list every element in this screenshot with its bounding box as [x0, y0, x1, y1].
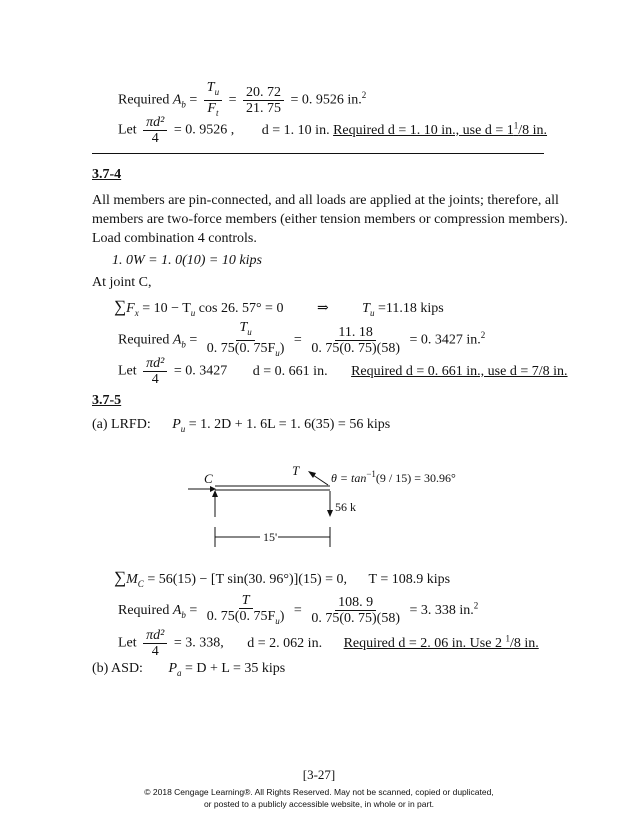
diameter: d = 2. 062 in. [247, 635, 323, 651]
label: Required [118, 332, 170, 348]
subscript: b [181, 339, 186, 350]
label: Let [118, 635, 137, 651]
diameter: d = 0. 661 in. [252, 363, 328, 379]
diagram-span-label: 15' [263, 530, 278, 544]
lrfd-line [92, 417, 390, 434]
load: P [172, 417, 181, 432]
denominator: 0. 75(0. 75F [206, 609, 276, 624]
conclusion-text: Required d = 1. 10 in., use d = 1 [333, 122, 514, 138]
conclusion [333, 120, 548, 138]
equals: = [189, 332, 198, 348]
numerator: T [239, 320, 248, 335]
result: = 0. 3427 in. [409, 332, 481, 348]
diagram-label-t: T [292, 463, 300, 478]
paragraph-line: members are two-force members (either tension members or compression members). [92, 212, 568, 227]
part-label: (a) LRFD: [92, 417, 151, 432]
result-sup: 2 [480, 329, 486, 340]
theta-tail: (9 / 15) = 30.96° [375, 471, 456, 485]
conclusion-tail: /8 in. [509, 635, 539, 651]
equation: = 10 − T [142, 301, 191, 316]
label: Required [118, 92, 170, 108]
value: = 0. 9526 , [173, 122, 235, 138]
tension-arrow-line [313, 475, 328, 485]
value: = 3. 338, [173, 635, 224, 651]
numerator: πd² [143, 356, 167, 372]
denominator-tail: ) [279, 340, 285, 356]
numerator-sub: u [214, 86, 220, 97]
label: Let [118, 122, 137, 138]
denominator-sub: u [275, 615, 280, 626]
paragraph-line: Load combination 4 controls. [92, 231, 257, 246]
numerator: 108. 9 [335, 595, 376, 611]
tension-result: T = 108.9 kips [368, 572, 451, 587]
denominator-sub: u [275, 347, 280, 358]
diameter: d = 1. 10 in. [261, 122, 330, 138]
section-divider [92, 153, 544, 154]
numerator: T [206, 80, 215, 95]
let-line-3 [118, 628, 539, 659]
subscript: b [181, 609, 186, 620]
equation-sub: u [190, 307, 196, 318]
denominator: 0. 75(0. 75F [206, 340, 276, 356]
equals: = [189, 603, 198, 619]
diagram-label-c: C [204, 471, 213, 486]
sum-symbol: ∑ [114, 297, 127, 316]
moment-line [114, 568, 450, 589]
numerator-sub: u [247, 326, 252, 337]
load-sub: a [177, 667, 182, 678]
sum-fx-line [114, 297, 444, 318]
denominator-tail: ) [279, 609, 285, 624]
equals: = [228, 92, 237, 108]
tension-sub: u [369, 307, 375, 318]
page-number: [3-27] [302, 767, 336, 782]
result: = 0. 9526 in. [290, 92, 362, 108]
part-label: (b) ASD: [92, 661, 143, 676]
heading-3-7-5: 3.7-5 [92, 393, 122, 408]
numerator: πd² [143, 628, 167, 644]
value: = 0. 3427 [173, 363, 228, 379]
denominator: 21. 75 [246, 100, 281, 116]
equals: = [189, 92, 198, 108]
conclusion [343, 633, 539, 651]
symbol: A [172, 92, 182, 108]
diagram-load-label: 56 k [335, 500, 356, 514]
theta-sup: −1 [366, 469, 376, 479]
moment-sub: C [137, 578, 144, 589]
numerator: πd² [143, 115, 167, 131]
numerator: 20. 72 [243, 85, 284, 101]
joint-label: At joint C, [92, 275, 152, 290]
load-sub: u [180, 423, 186, 434]
theta: θ = tan [331, 471, 367, 485]
denominator: 4 [151, 644, 159, 659]
sum-symbol: ∑ [114, 568, 127, 587]
conclusion-sup: 1 [513, 120, 519, 131]
fraction-pi-d2 [143, 356, 167, 387]
load-equation: = D + L = 35 kips [185, 661, 286, 676]
denominator: 4 [151, 372, 159, 387]
vertical-reaction-arrowhead [212, 490, 218, 497]
result-sup: 2 [361, 89, 367, 100]
weight-line: 1. 0W = 1. 0(10) = 10 kips [112, 253, 262, 268]
heading-3-7-4: 3.7-4 [92, 167, 122, 182]
load: P [168, 661, 178, 676]
required-area-line-2 [118, 320, 485, 361]
equation-tail: cos 26. 57° = 0 [198, 301, 284, 316]
conclusion-text: Required d = 2. 06 in. Use 2 [343, 635, 506, 651]
tension: T [362, 301, 370, 316]
result-sup: 2 [473, 600, 479, 611]
conclusion-sup: 1 [505, 633, 510, 644]
asd-line [92, 661, 285, 678]
subscript: b [181, 99, 186, 110]
implies-arrow: ⇒ [316, 301, 329, 316]
numerator: T [239, 593, 253, 609]
fraction-formula [204, 593, 288, 629]
moment-equation: = 56(15) − [T sin(30. 96°)](15) = 0, [147, 572, 348, 587]
fraction-values [308, 325, 403, 356]
paragraph-line: All members are pin-connected, and all loads are applied at the joints; therefore, all [92, 193, 559, 208]
denominator-sub: t [215, 107, 219, 118]
force-sub: x [134, 307, 139, 318]
diagram-angle [331, 469, 456, 486]
copyright-line-1: © 2018 Cengage Learning®. All Rights Reserved. May not be scanned, copied or duplicated, [144, 787, 494, 797]
numerator: 11. 18 [335, 325, 375, 341]
denominator: 4 [151, 131, 159, 146]
label: Required [118, 603, 170, 619]
label: Let [118, 363, 137, 379]
equals: = [293, 332, 302, 348]
equals: = [293, 603, 302, 619]
conclusion: Required d = 0. 661 in., use d = 7/8 in. [351, 363, 568, 379]
moment: M [126, 572, 138, 587]
result: = 3. 338 in. [409, 603, 474, 619]
conclusion-tail: /8 in. [518, 122, 548, 138]
fraction-values [243, 85, 284, 116]
load-arrowhead [327, 510, 333, 517]
denominator: 0. 75(0. 75)(58) [311, 611, 400, 627]
load-equation: = 1. 2D + 1. 6L = 1. 6(35) = 56 kips [188, 417, 391, 432]
fraction-formula [204, 320, 288, 361]
fraction-values [308, 595, 403, 626]
tension-arrowhead [308, 471, 316, 478]
denominator: 0. 75(0. 75)(58) [311, 340, 400, 356]
let-line-1 [118, 115, 547, 146]
fraction-pi-d2 [143, 628, 167, 659]
symbol: A [172, 603, 182, 619]
required-area-line-3 [118, 593, 478, 629]
tension-result: =11.18 kips [377, 301, 444, 316]
copyright-line-2: or posted to a publicly accessible website, in whole or in part. [203, 799, 435, 809]
force: F [126, 301, 135, 316]
let-line-2 [118, 356, 568, 387]
fraction-pi-d2 [143, 115, 167, 146]
symbol: A [172, 332, 182, 348]
denominator: F [207, 100, 216, 116]
